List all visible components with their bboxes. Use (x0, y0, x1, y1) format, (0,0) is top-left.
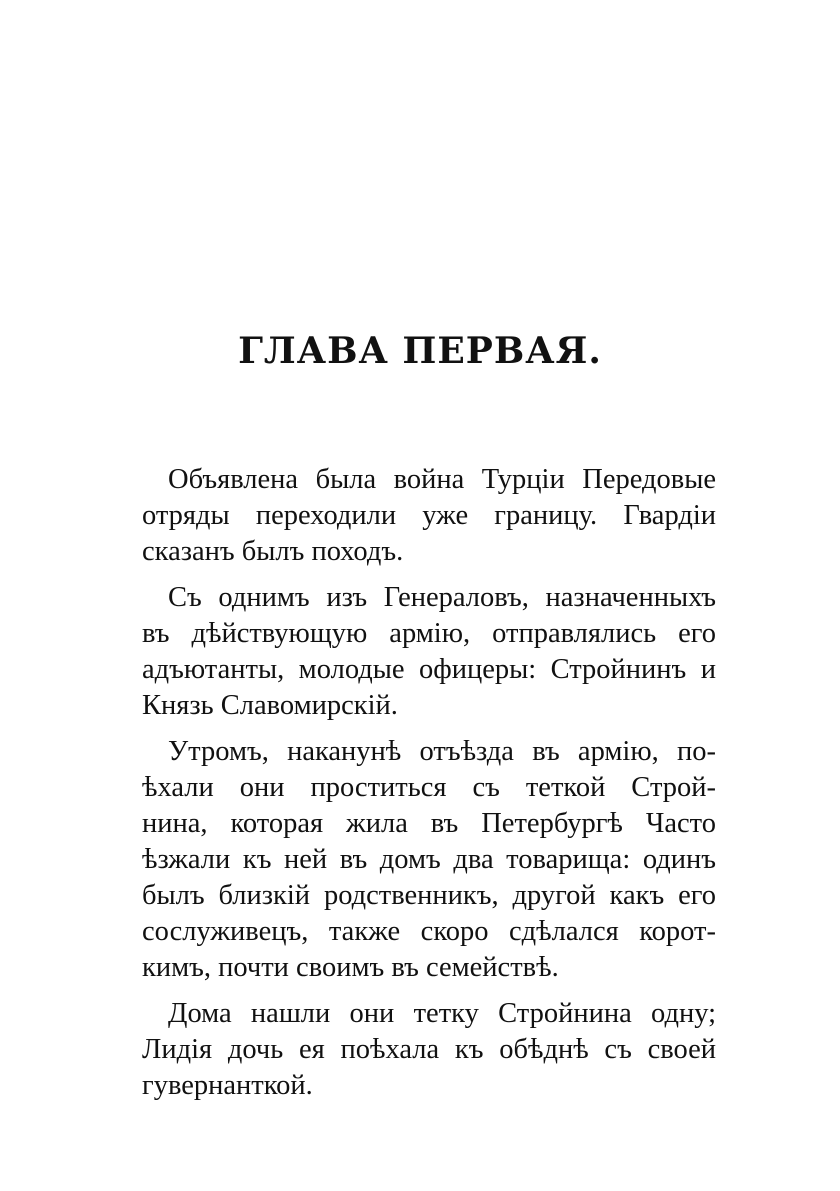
text-line: ѣзжали къ ней въ домъ два товарища: одинъ (142, 844, 716, 875)
text-line: ѣхали они проститься съ теткой Строй- (142, 772, 716, 803)
text-line: сказанъ былъ походъ. (142, 536, 404, 567)
text-line: гувернанткой. (142, 1070, 313, 1101)
paragraph-1 (142, 462, 716, 570)
text-line: адъютанты, молодые офицеры: Стройнинъ и (142, 654, 716, 685)
paragraph-3 (142, 734, 716, 986)
text-line: Утромъ, наканунѣ отъѣзда въ армію, по- (168, 736, 716, 767)
paragraph-2 (142, 580, 716, 724)
chapter-title: ГЛАВА ПЕРВАЯ. (238, 330, 602, 372)
text-line: Лидія дочь ея поѣхала къ обѣднѣ съ своей (142, 1034, 716, 1065)
text-line: былъ близкій родственникъ, другой какъ его (142, 880, 716, 911)
text-line: Съ однимъ изъ Генераловъ, назначенныхъ (168, 582, 716, 613)
text-line: отряды переходили уже границу. Гвардіи (142, 500, 716, 531)
text-line: нина, которая жила въ Петербургѣ Часто (142, 808, 716, 839)
body-text (142, 462, 716, 1114)
text-line: въ дѣйствующую армію, отправлялись его (142, 618, 716, 649)
text-line: сослуживецъ, также скоро сдѣлался корот- (142, 916, 716, 947)
paragraph-4 (142, 996, 716, 1104)
text-line: Объявлена была война Турціи Передовые (168, 464, 716, 495)
text-line: Князь Славомирскій. (142, 690, 398, 721)
text-line: Дома нашли они тетку Стройнина одну; (168, 998, 716, 1029)
text-line: кимъ, почти своимъ въ семействѣ. (142, 952, 559, 983)
